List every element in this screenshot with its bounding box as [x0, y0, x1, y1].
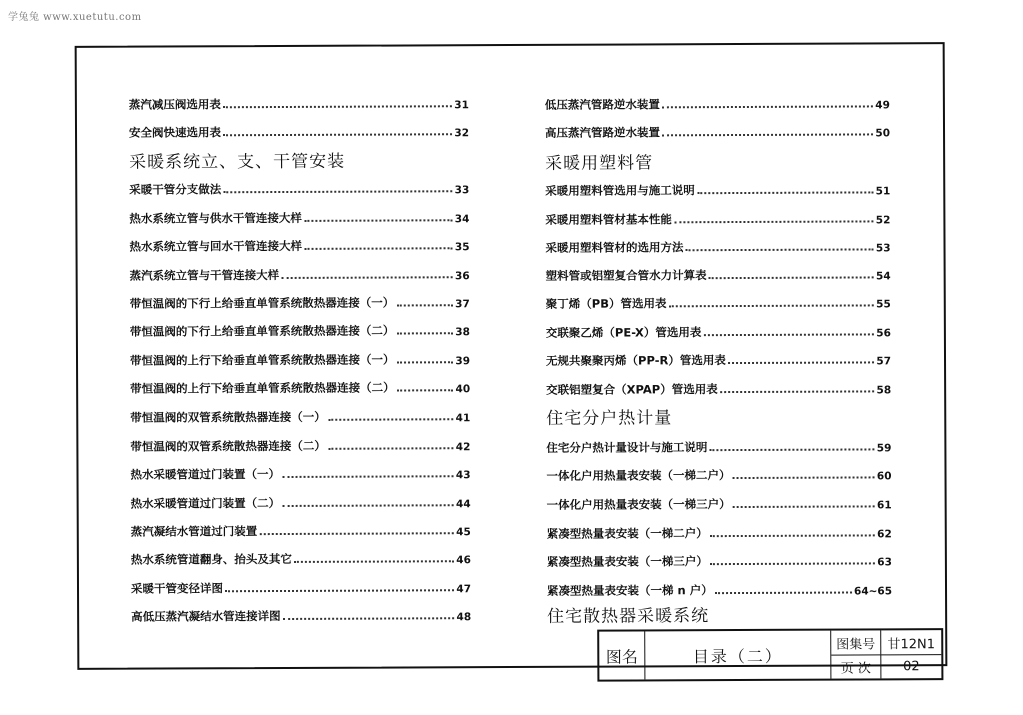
- dot-leader: [733, 505, 875, 508]
- dot-leader: [223, 190, 452, 193]
- toc-entry-title: 带恒温阀的上行下给垂直单管系统散热器连接（一）: [129, 352, 395, 368]
- dot-leader: [709, 448, 874, 451]
- toc-entry[interactable]: [130, 433, 470, 454]
- toc-entry-title: 紧凑型热量表安装（一梯二户）: [546, 526, 708, 541]
- dot-leader: [223, 105, 452, 108]
- page-number-value: 02: [881, 654, 941, 678]
- dot-leader: [668, 304, 874, 307]
- toc-entry-title: 热水系统立管与回水干管连接大样: [129, 238, 303, 254]
- toc-entry[interactable]: [129, 205, 469, 226]
- toc-entry-title: 带恒温阀的双管系统散热器连接（一）: [130, 409, 326, 425]
- toc-entry-page: 56: [876, 327, 891, 340]
- dot-leader: [225, 589, 454, 592]
- toc-entry[interactable]: [546, 290, 891, 312]
- toc-entry-page: 44: [455, 498, 471, 511]
- toc-entry-title: 热水采暖管道过门装置（一）: [130, 467, 281, 482]
- toc-entry-title: 一体化户用热量表安装（一梯三户）: [546, 497, 731, 512]
- toc-entry-title: 聚丁烯（PB）管选用表: [545, 296, 667, 311]
- toc-entry-title: 蒸汽凝结水管道过门装置: [130, 524, 258, 539]
- toc-entry-page: 37: [455, 298, 470, 311]
- toc-entry[interactable]: [546, 262, 891, 284]
- toc-entry-page: 34: [454, 213, 470, 226]
- toc-entry-title: 带恒温阀的下行上给垂直单管系统散热器连接（一）: [129, 295, 395, 311]
- toc-entry-page: 50: [875, 127, 891, 140]
- dot-leader: [294, 560, 454, 563]
- dot-leader: [223, 133, 452, 136]
- dot-leader: [710, 562, 875, 565]
- toc-entry[interactable]: [546, 376, 891, 398]
- toc-entry[interactable]: [131, 546, 471, 567]
- toc-entry-title: 交联聚乙烯（PE-X）管选用表: [545, 325, 702, 340]
- dot-leader: [674, 220, 874, 223]
- toc-entry-page: 64~65: [853, 585, 893, 598]
- toc-entry-page: 53: [875, 242, 891, 255]
- dot-leader: [304, 219, 453, 222]
- drawing-title: 目录（二）: [645, 631, 831, 680]
- drawing-name-label: 图名: [599, 631, 645, 679]
- toc-entry-page: 42: [455, 441, 471, 454]
- dot-leader: [281, 276, 453, 279]
- toc-entry[interactable]: [130, 375, 470, 396]
- toc-entry[interactable]: [129, 176, 469, 197]
- toc-entry-title: 采暖用塑料管材的选用方法: [545, 240, 684, 255]
- dot-leader: [728, 361, 875, 364]
- toc-entry[interactable]: [546, 462, 891, 484]
- toc-entry-title: 带恒温阀的双管系统散热器连接（二）: [130, 438, 326, 454]
- toc-entry-title: 紧凑型热量表安装（一梯三户）: [546, 554, 708, 569]
- toc-entry[interactable]: [131, 575, 471, 596]
- toc-entry[interactable]: [130, 404, 470, 425]
- dot-leader: [715, 592, 852, 595]
- toc-entry[interactable]: [546, 434, 891, 456]
- dot-leader: [396, 304, 453, 306]
- toc-entry-page: 60: [876, 470, 892, 483]
- toc-entry-page: 48: [456, 611, 472, 624]
- toc-entry-page: 63: [877, 556, 892, 569]
- toc-entry[interactable]: [545, 206, 890, 228]
- toc-entry-title: 热水采暖管道过门装置（二）: [130, 496, 281, 511]
- toc-entry-title: 一体化户用热量表安装（一梯二户）: [546, 468, 731, 483]
- toc-entry-page: 51: [875, 185, 891, 198]
- toc-entry-title: 采暖用塑料管选用与施工说明: [545, 183, 695, 198]
- toc-entry-page: 62: [877, 528, 892, 541]
- atlas-number-label: 图集号: [831, 630, 881, 654]
- toc-entry[interactable]: [130, 347, 470, 368]
- toc-entry-page: 61: [877, 499, 892, 512]
- toc-entry[interactable]: [546, 347, 891, 369]
- toc-entry-page: 36: [455, 270, 470, 283]
- dot-leader: [396, 332, 453, 334]
- toc-entry-page: 59: [876, 442, 892, 455]
- toc-entry-title: 热水系统管道翻身、抬头及其它: [130, 551, 292, 567]
- dot-leader: [328, 447, 454, 450]
- toc-entry[interactable]: [547, 491, 892, 513]
- toc-entry-title: 采暖干管变径详图: [130, 581, 224, 596]
- toc-entry-page: 55: [876, 298, 891, 311]
- toc-entry-title: 采暖用塑料管材基本性能: [545, 212, 672, 227]
- toc-entry-page: 54: [876, 270, 891, 283]
- dot-leader: [709, 276, 874, 279]
- toc-entry[interactable]: [130, 262, 470, 283]
- toc-entry[interactable]: [131, 518, 471, 539]
- section-heading: 住宅分户热计量: [546, 408, 673, 429]
- toc-entry-title: 交联铝塑复合（XPAP）管选用表: [546, 382, 718, 397]
- toc-left-column: [128, 46, 472, 624]
- toc-entry[interactable]: [545, 234, 890, 256]
- atlas-number-value: 甘12N1: [887, 636, 936, 652]
- toc-entry-title: 高低压蒸汽凝结水管连接详图: [131, 609, 281, 624]
- dot-leader: [686, 248, 874, 251]
- toc-entry[interactable]: [129, 91, 469, 112]
- toc-entry-page: 33: [454, 184, 470, 197]
- toc-entry-title: 蒸汽减压阀选用表: [128, 97, 221, 112]
- section-heading: 住宅散热器采暖系统: [547, 606, 710, 627]
- toc-entry-title: 带恒温阀的下行上给垂直单管系统散热器连接（二）: [129, 323, 395, 339]
- section-heading: 采暖系统立、支、干管安装: [129, 151, 346, 173]
- toc-right-column: [544, 44, 893, 627]
- toc-entry-title: 住宅分户热计量设计与施工说明: [546, 440, 708, 455]
- toc-entry-title: 带恒温阀的上行下给垂直单管系统散热器连接（二）: [130, 380, 395, 396]
- toc-entry[interactable]: [130, 290, 470, 311]
- toc-entry[interactable]: [129, 233, 469, 254]
- toc-entry-page: 35: [454, 241, 470, 254]
- toc-entry-page: 47: [456, 583, 472, 596]
- toc-entry-page: 41: [455, 412, 471, 425]
- dot-leader: [720, 390, 875, 393]
- toc-entry-page: 38: [455, 326, 470, 339]
- dot-leader: [703, 333, 874, 336]
- toc-entry-title: 无规共聚聚丙烯（PP-R）管选用表: [545, 353, 726, 368]
- dot-leader: [283, 617, 455, 620]
- toc-entry-title: 紧凑型热量表安装（一梯 n 户）: [546, 583, 713, 598]
- dot-leader: [662, 133, 873, 136]
- toc-entry-page: 40: [455, 383, 471, 396]
- watermark: 学兔兔 www.xuetutu.com: [8, 12, 142, 23]
- drawing-sheet: [75, 42, 948, 677]
- toc-entry[interactable]: [546, 319, 891, 341]
- toc-entry[interactable]: [547, 577, 892, 599]
- toc-entry-page: 57: [876, 355, 892, 368]
- toc-entry[interactable]: [545, 177, 890, 199]
- dot-leader: [397, 389, 454, 391]
- dot-leader: [259, 532, 454, 535]
- toc-entry-title: 热水系统立管与供水干管连接大样: [129, 210, 302, 226]
- dot-leader: [710, 534, 875, 537]
- toc-entry-title: 塑料管或铝塑复合管水力计算表: [545, 268, 707, 283]
- toc-entry-page: 46: [456, 554, 471, 567]
- toc-entry[interactable]: [545, 91, 890, 113]
- toc-entry[interactable]: [131, 603, 471, 624]
- toc-entry-page: 58: [876, 384, 892, 397]
- dot-leader: [282, 475, 454, 478]
- toc-entry-page: 39: [455, 355, 471, 368]
- toc-entry-page: 45: [456, 526, 471, 539]
- toc-entry[interactable]: [130, 318, 470, 339]
- dot-leader: [304, 247, 453, 250]
- dot-leader: [282, 504, 454, 507]
- toc-entry-title: 蒸汽系统立管与干管连接大样: [129, 268, 280, 283]
- title-block: [597, 628, 943, 682]
- toc-entry[interactable]: [547, 548, 892, 570]
- section-heading: 采暖用塑料管: [545, 153, 654, 174]
- toc-entry-title: 安全阀快速选用表: [128, 125, 222, 140]
- toc-entry[interactable]: [545, 119, 890, 141]
- dot-leader: [328, 418, 454, 421]
- toc-entry-page: 43: [455, 469, 471, 482]
- toc-entry[interactable]: [547, 520, 892, 542]
- toc-entry-title: 采暖干管分支做法: [129, 182, 222, 197]
- page-number-label: 页 次: [831, 654, 881, 678]
- dot-leader: [733, 476, 875, 479]
- toc-entry[interactable]: [129, 119, 469, 140]
- dot-leader: [397, 361, 454, 363]
- dot-leader: [697, 191, 874, 194]
- toc-entry-title: 高压蒸汽管路逆水装置: [544, 125, 661, 140]
- toc-entry-page: 49: [875, 99, 890, 112]
- toc-entry-page: 52: [875, 214, 891, 227]
- toc-entry-title: 低压蒸汽管路逆水装置: [544, 97, 660, 112]
- toc-entry-page: 31: [454, 99, 469, 112]
- toc-entry[interactable]: [131, 490, 471, 511]
- dot-leader: [662, 105, 873, 108]
- toc-entry[interactable]: [130, 461, 470, 482]
- toc-entry-page: 32: [454, 127, 470, 140]
